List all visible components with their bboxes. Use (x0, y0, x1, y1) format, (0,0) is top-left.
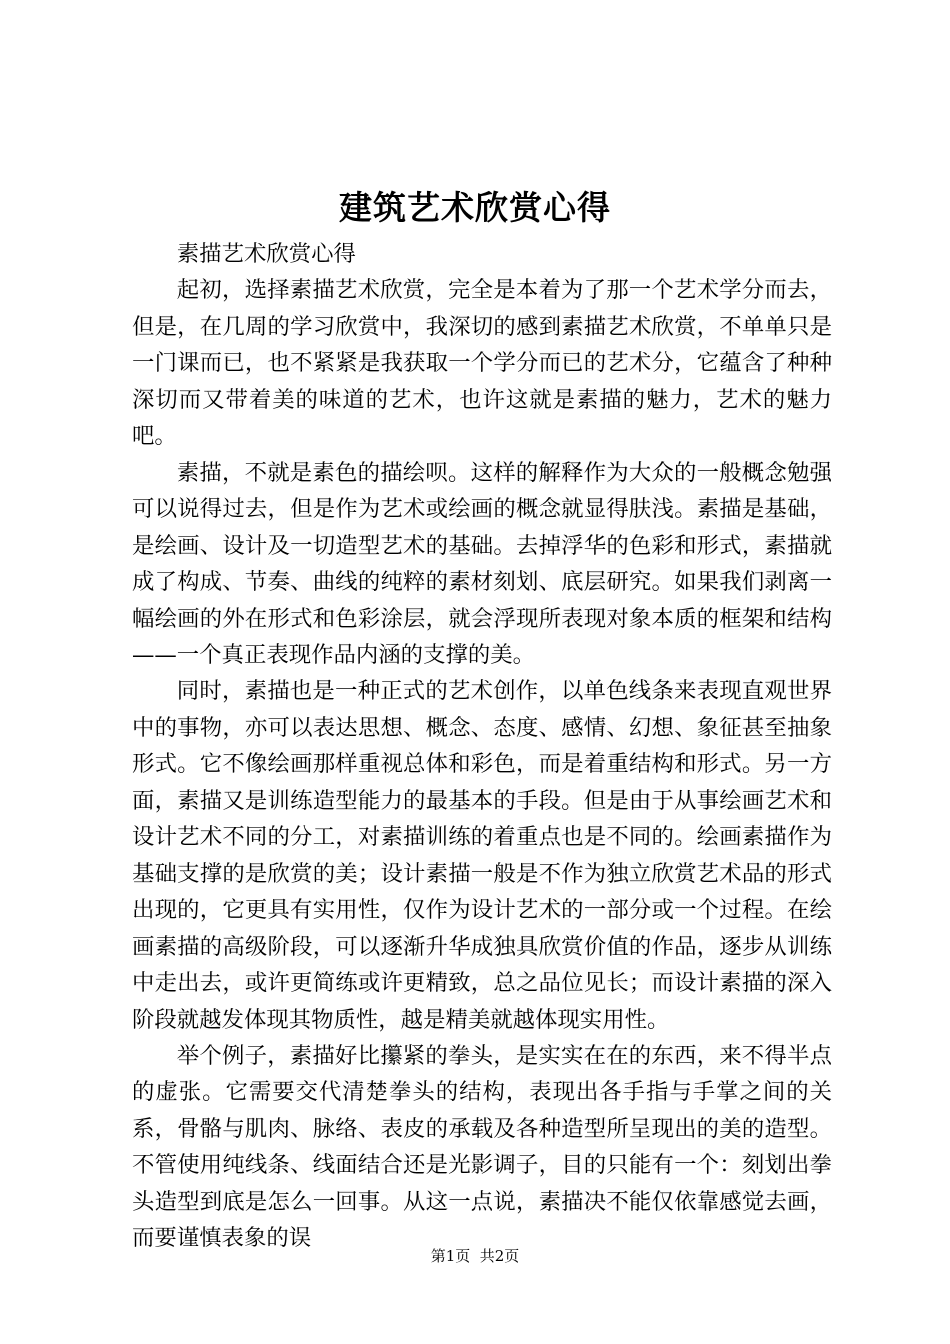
paragraph: 起初，选择素描艺术欣赏，完全是本着为了那一个艺术学分而去，但是，在几周的学习欣赏中，我深切的感到素描艺术欣赏，不单单只是一门课而已，也不紧紧是我获取一个学分而已的艺术分，它蕴含了种种深切而又带着美的味道的艺术，也许这就是素描的魅力，艺术的魅力吧。 (132, 277, 832, 450)
document-title: 建筑艺术欣赏心得 (339, 188, 611, 227)
paragraph: 举个例子，素描好比攥紧的拳头，是实实在在的东西，来不得半点的虚张。它需要交代清楚拳头的结构，表现出各手指与手掌之间的关系，骨骼与肌肉、脉络、表皮的承载及各种造型所呈现出的美的造型。不管使用纯线条、线面结合还是光影调子，目的只能有一个：刻划出拳头造型到底是怎么一回事。从这一点说，素描决不能仅依靠感觉去画，而要谨慎表象的误 (132, 1042, 832, 1252)
document-body (132, 236, 832, 1257)
paragraph-subtitle: 素描艺术欣赏心得 (176, 241, 356, 267)
page-number-footer: 第1页 共2页 (430, 1247, 520, 1265)
paragraph: 同时，素描也是一种正式的艺术创作，以单色线条来表现直观世界中的事物，亦可以表达思想、概念、态度、感情、幻想、象征甚至抽象形式。它不像绘画那样重视总体和彩色，而是着重结构和形式。另一方面，素描又是训练造型能力的最基本的手段。但是由于从事绘画艺术和设计艺术不同的分工，对素描训练的着重点也是不同的。绘画素描作为基础支撑的是欣赏的美；设计素描一般是不作为独立欣赏艺术品的形式出现的，它更具有实用性，仅作为设计艺术的一部分或一个过程。在绘画素描的高级阶段，可以逐渐升华成独具欣赏价值的作品，逐步从训练中走出去，或许更简练或许更精致，总之品位见长；而设计素描的深入阶段就越发体现其物质性，越是精美就越体现实用性。 (132, 678, 832, 1033)
paragraph: 素描，不就是素色的描绘呗。这样的解释作为大众的一般概念勉强可以说得过去，但是作为艺术或绘画的概念就显得肤浅。素描是基础，是绘画、设计及一切造型艺术的基础。去掉浮华的色彩和形式，素描就成了构成、节奏、曲线的纯粹的素材刻划、底层研究。如果我们剥离一幅绘画的外在形式和色彩涂层，就会浮现所表现对象本质的框架和结构——一个真正表现作品内涵的支撑的美。 (132, 459, 832, 668)
